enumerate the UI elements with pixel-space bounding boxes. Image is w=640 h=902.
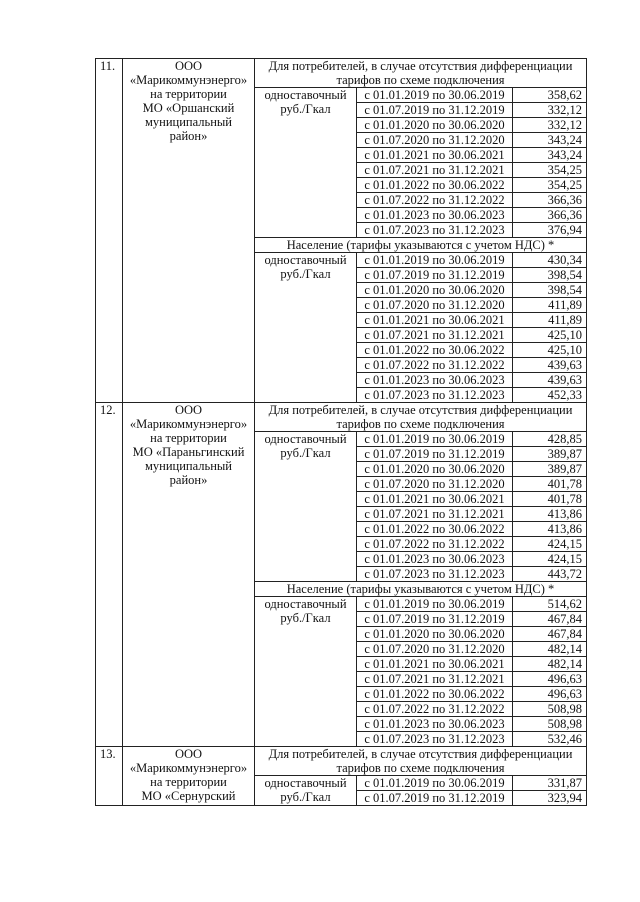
tariff-unit-line: одноставочный (264, 88, 347, 102)
tariff-value: 425,10 (513, 343, 587, 358)
tariff-value: 424,15 (513, 537, 587, 552)
tariff-unit-line: руб./Гкал (280, 611, 331, 625)
period-cell: с 01.07.2019 по 31.12.2019 (357, 447, 513, 462)
tariff-unit (255, 776, 357, 806)
tariff-value: 343,24 (513, 148, 587, 163)
period-cell: с 01.01.2023 по 30.06.2023 (357, 717, 513, 732)
tariff-value: 496,63 (513, 672, 587, 687)
period-cell: с 01.01.2023 по 30.06.2023 (357, 208, 513, 223)
organization-line: МО «Параньгинский (132, 445, 245, 459)
period-cell: с 01.01.2019 по 30.06.2019 (357, 776, 513, 791)
section-number: 13. (96, 747, 123, 806)
organization-name (123, 747, 255, 806)
period-cell: с 01.01.2019 по 30.06.2019 (357, 253, 513, 268)
group-header-row (96, 403, 587, 432)
tariff-value: 413,86 (513, 507, 587, 522)
period-cell: с 01.01.2019 по 30.06.2019 (357, 597, 513, 612)
tariff-value: 354,25 (513, 178, 587, 193)
group-header-line: тарифов по схеме подключения (336, 417, 505, 431)
period-cell: с 01.01.2021 по 30.06.2021 (357, 657, 513, 672)
tariff-unit-line: руб./Гкал (280, 790, 331, 804)
tariff-value: 424,15 (513, 552, 587, 567)
period-cell: с 01.07.2021 по 31.12.2021 (357, 672, 513, 687)
period-cell: с 01.01.2022 по 30.06.2022 (357, 343, 513, 358)
tariff-value: 401,78 (513, 492, 587, 507)
group-header-line: тарифов по схеме подключения (336, 73, 505, 87)
period-cell: с 01.07.2020 по 31.12.2020 (357, 642, 513, 657)
organization-line: муниципальный (145, 115, 232, 129)
tariff-value: 482,14 (513, 642, 587, 657)
tariff-unit-line: одноставочный (264, 432, 347, 446)
tariff-value: 343,24 (513, 133, 587, 148)
period-cell: с 01.07.2020 по 31.12.2020 (357, 477, 513, 492)
period-cell: с 01.01.2019 по 30.06.2019 (357, 88, 513, 103)
tariff-value: 425,10 (513, 328, 587, 343)
period-cell: с 01.07.2023 по 31.12.2023 (357, 732, 513, 747)
tariff-table (95, 58, 587, 806)
period-cell: с 01.07.2022 по 31.12.2022 (357, 702, 513, 717)
tariff-value: 508,98 (513, 702, 587, 717)
group-header-line: Население (тарифы указываются с учетом НДС) * (286, 582, 555, 596)
tariff-value: 332,12 (513, 103, 587, 118)
tariff-value: 366,36 (513, 193, 587, 208)
group-header-line: Население (тарифы указываются с учетом НДС) * (286, 238, 555, 252)
group-header-row (96, 747, 587, 776)
group-header (255, 403, 587, 432)
period-cell: с 01.07.2022 по 31.12.2022 (357, 358, 513, 373)
period-cell: с 01.07.2022 по 31.12.2022 (357, 193, 513, 208)
tariff-value: 401,78 (513, 477, 587, 492)
organization-line: «Марикоммунэнерго» (129, 761, 248, 775)
period-cell: с 01.07.2020 по 31.12.2020 (357, 298, 513, 313)
organization-line: на территории (150, 431, 227, 445)
organization-line: ООО (174, 403, 203, 417)
tariff-unit-line: руб./Гкал (280, 446, 331, 460)
tariff-unit-line: руб./Гкал (280, 102, 331, 116)
group-header-row (96, 59, 587, 88)
period-cell: с 01.07.2019 по 31.12.2019 (357, 791, 513, 806)
period-cell: с 01.01.2020 по 30.06.2020 (357, 462, 513, 477)
period-cell: с 01.07.2023 по 31.12.2023 (357, 567, 513, 582)
tariff-value: 452,33 (513, 388, 587, 403)
tariff-value: 376,94 (513, 223, 587, 238)
organization-line: на территории (150, 775, 227, 789)
group-header-line: Для потребителей, в случае отсутствия дифференциации (268, 403, 573, 417)
tariff-unit (255, 432, 357, 582)
tariff-unit-line: руб./Гкал (280, 267, 331, 281)
tariff-value: 482,14 (513, 657, 587, 672)
group-header-line: Для потребителей, в случае отсутствия дифференциации (268, 747, 573, 761)
organization-line: «Марикоммунэнерго» (129, 417, 248, 431)
tariff-value: 354,25 (513, 163, 587, 178)
period-cell: с 01.01.2020 по 30.06.2020 (357, 627, 513, 642)
tariff-unit-line: одноставочный (264, 776, 347, 790)
tariff-value: 323,94 (513, 791, 587, 806)
tariff-value: 496,63 (513, 687, 587, 702)
period-cell: с 01.07.2023 по 31.12.2023 (357, 223, 513, 238)
tariff-unit-line: одноставочный (264, 253, 347, 267)
period-cell: с 01.01.2023 по 30.06.2023 (357, 373, 513, 388)
section-number: 11. (96, 59, 123, 403)
period-cell: с 01.07.2021 по 31.12.2021 (357, 328, 513, 343)
period-cell: с 01.01.2022 по 30.06.2022 (357, 687, 513, 702)
tariff-value: 398,54 (513, 283, 587, 298)
tariff-value: 428,85 (513, 432, 587, 447)
tariff-value: 532,46 (513, 732, 587, 747)
tariff-unit (255, 88, 357, 238)
tariff-unit-line: одноставочный (264, 597, 347, 611)
organization-name (123, 59, 255, 403)
section-number: 12. (96, 403, 123, 747)
period-cell: с 01.01.2023 по 30.06.2023 (357, 552, 513, 567)
tariff-value: 439,63 (513, 373, 587, 388)
tariff-value: 389,87 (513, 462, 587, 477)
organization-line: район» (169, 129, 208, 143)
organization-line: «Марикоммунэнерго» (129, 73, 248, 87)
tariff-value: 366,36 (513, 208, 587, 223)
tariff-unit (255, 253, 357, 403)
tariff-value: 467,84 (513, 612, 587, 627)
tariff-document (95, 58, 587, 806)
organization-line: МО «Сернурский (141, 789, 236, 803)
group-header-line: Для потребителей, в случае отсутствия дифференциации (268, 59, 573, 73)
group-header (255, 747, 587, 776)
group-header-line: тарифов по схеме подключения (336, 761, 505, 775)
period-cell: с 01.01.2021 по 30.06.2021 (357, 492, 513, 507)
period-cell: с 01.01.2022 по 30.06.2022 (357, 522, 513, 537)
tariff-value: 430,34 (513, 253, 587, 268)
group-header (255, 582, 587, 597)
tariff-value: 331,87 (513, 776, 587, 791)
period-cell: с 01.07.2023 по 31.12.2023 (357, 388, 513, 403)
tariff-unit (255, 597, 357, 747)
period-cell: с 01.01.2021 по 30.06.2021 (357, 313, 513, 328)
tariff-value: 439,63 (513, 358, 587, 373)
tariff-value: 508,98 (513, 717, 587, 732)
period-cell: с 01.07.2019 по 31.12.2019 (357, 268, 513, 283)
period-cell: с 01.01.2021 по 30.06.2021 (357, 148, 513, 163)
tariff-value: 514,62 (513, 597, 587, 612)
tariff-value: 467,84 (513, 627, 587, 642)
period-cell: с 01.07.2021 по 31.12.2021 (357, 163, 513, 178)
period-cell: с 01.07.2019 по 31.12.2019 (357, 612, 513, 627)
tariff-value: 332,12 (513, 118, 587, 133)
period-cell: с 01.07.2019 по 31.12.2019 (357, 103, 513, 118)
organization-line: МО «Оршанский (142, 101, 235, 115)
tariff-value: 443,72 (513, 567, 587, 582)
period-cell: с 01.01.2020 по 30.06.2020 (357, 283, 513, 298)
period-cell: с 01.01.2019 по 30.06.2019 (357, 432, 513, 447)
tariff-value: 411,89 (513, 298, 587, 313)
organization-line: муниципальный (145, 459, 232, 473)
organization-line: район» (169, 473, 208, 487)
period-cell: с 01.07.2020 по 31.12.2020 (357, 133, 513, 148)
period-cell: с 01.01.2020 по 30.06.2020 (357, 118, 513, 133)
tariff-value: 411,89 (513, 313, 587, 328)
tariff-value: 398,54 (513, 268, 587, 283)
tariff-value: 358,62 (513, 88, 587, 103)
organization-line: ООО (174, 59, 203, 73)
tariff-value: 389,87 (513, 447, 587, 462)
organization-name (123, 403, 255, 747)
organization-line: на территории (150, 87, 227, 101)
group-header (255, 59, 587, 88)
period-cell: с 01.07.2021 по 31.12.2021 (357, 507, 513, 522)
organization-line: ООО (174, 747, 203, 761)
group-header (255, 238, 587, 253)
period-cell: с 01.07.2022 по 31.12.2022 (357, 537, 513, 552)
tariff-value: 413,86 (513, 522, 587, 537)
period-cell: с 01.01.2022 по 30.06.2022 (357, 178, 513, 193)
